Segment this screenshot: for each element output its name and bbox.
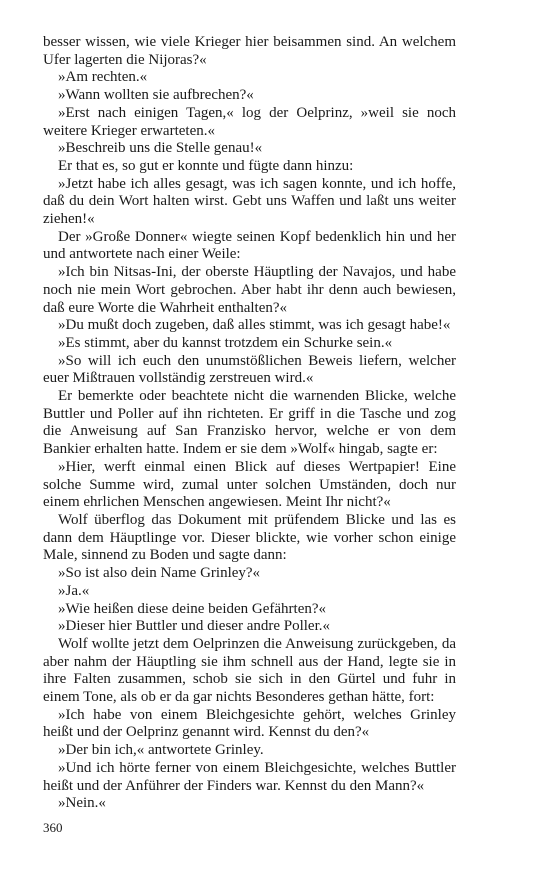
- paragraph: »Ja.«: [58, 582, 90, 599]
- paragraph: »Nein.«: [58, 795, 106, 812]
- paragraph: Der »Große Donner« wiegte seinen Kopf bedenklich hin und her und antwortete nach einer Weile:: [43, 228, 456, 263]
- paragraph: besser wissen, wie viele Krieger hier beisammen sind. An welchem Ufer lagerten die Nijoras?«: [43, 34, 456, 68]
- paragraph: »Ich bin Nitsas-Ini, der oberste Häuptling der Navajos, und habe noch nie mein Wort gebrochen. Aber habt ihr denn auch bewiesen, daß eure Worte die Wahrheit enthalten?«: [43, 264, 456, 316]
- paragraph: »Wann wollten sie aufbrechen?«: [58, 87, 254, 104]
- book-page: [43, 34, 456, 813]
- paragraph: »Erst nach einigen Tagen,« log der Oelprinz, »weil sie noch weitere Krieger erwarteten.«: [43, 104, 456, 139]
- paragraph: »Ich habe von einem Bleichgesichte gehört, welches Grinley heißt und der Oelprinz genannt wird. Kennst du den?«: [43, 706, 456, 741]
- paragraph: »Es stimmt, aber du kannst trotzdem ein Schurke sein.«: [58, 334, 393, 351]
- paragraph: »Jetzt habe ich alles gesagt, was ich sagen konnte, und ich hoffe, daß du dein Wort halten wirst. Gebt uns Waffen und laßt uns weiter ziehen!«: [43, 175, 456, 228]
- paragraph: »Und ich hörte ferner von einem Bleichgesichte, welches Buttler heißt und der Anführer der Finders war. Kennst du den Mann?«: [43, 759, 456, 794]
- paragraph: Er that es, so gut er konnte und fügte dann hinzu:: [58, 157, 354, 174]
- paragraph: »Du mußt doch zugeben, daß alles stimmt, was ich gesagt habe!«: [58, 317, 451, 334]
- paragraph: Wolf wollte jetzt dem Oelprinzen die Anweisung zurückgeben, da aber nahm der Häuptling sie ihm schnell aus der Hand, legte sie in ihre Falten zusammen, schob sie sich in den Gürtel und fuhr in einem Tone, als ob er da gar nichts Besonderes gethan hätte, fort:: [43, 635, 456, 706]
- paragraph: »So ist also dein Name Grinley?«: [58, 565, 261, 582]
- paragraph: »Wie heißen diese deine beiden Gefährten?«: [58, 600, 327, 617]
- paragraph: »Der bin ich,« antwortete Grinley.: [58, 742, 264, 759]
- paragraph: »Dieser hier Buttler und dieser andre Poller.«: [58, 618, 331, 635]
- paragraph: »Am rechten.«: [58, 69, 148, 86]
- page-number: 360: [43, 820, 63, 835]
- paragraph: Er bemerkte oder beachtete nicht die warnenden Blicke, welche Buttler und Poller auf ihn richteten. Er griff in die Tasche und zog die Anweisung auf San Franzisko hervor, welche er von dem Bankier erhalten hatte. Indem er sie dem »Wolf« hingab, sagte er:: [43, 388, 456, 458]
- paragraph: Wolf überflog das Dokument mit prüfendem Blicke und las es dann dem Häuptlinge vor. Dieser blickte, wie vorher schon einige Male, sinnend zu Boden und sagte dann:: [43, 511, 456, 564]
- paragraph: »Beschreib uns die Stelle genau!«: [58, 140, 263, 157]
- paragraph: »Hier, werft einmal einen Blick auf dieses Wertpapier! Eine solche Summe wird, zumal unter solchen Umständen, doch nur einem ehrlichen Menschen angewiesen. Meint Ihr nicht?«: [43, 458, 456, 511]
- paragraph: »So will ich euch den unumstößlichen Beweis liefern, welcher euer Mißtrauen vollständig zerstreuen wird.«: [43, 352, 456, 387]
